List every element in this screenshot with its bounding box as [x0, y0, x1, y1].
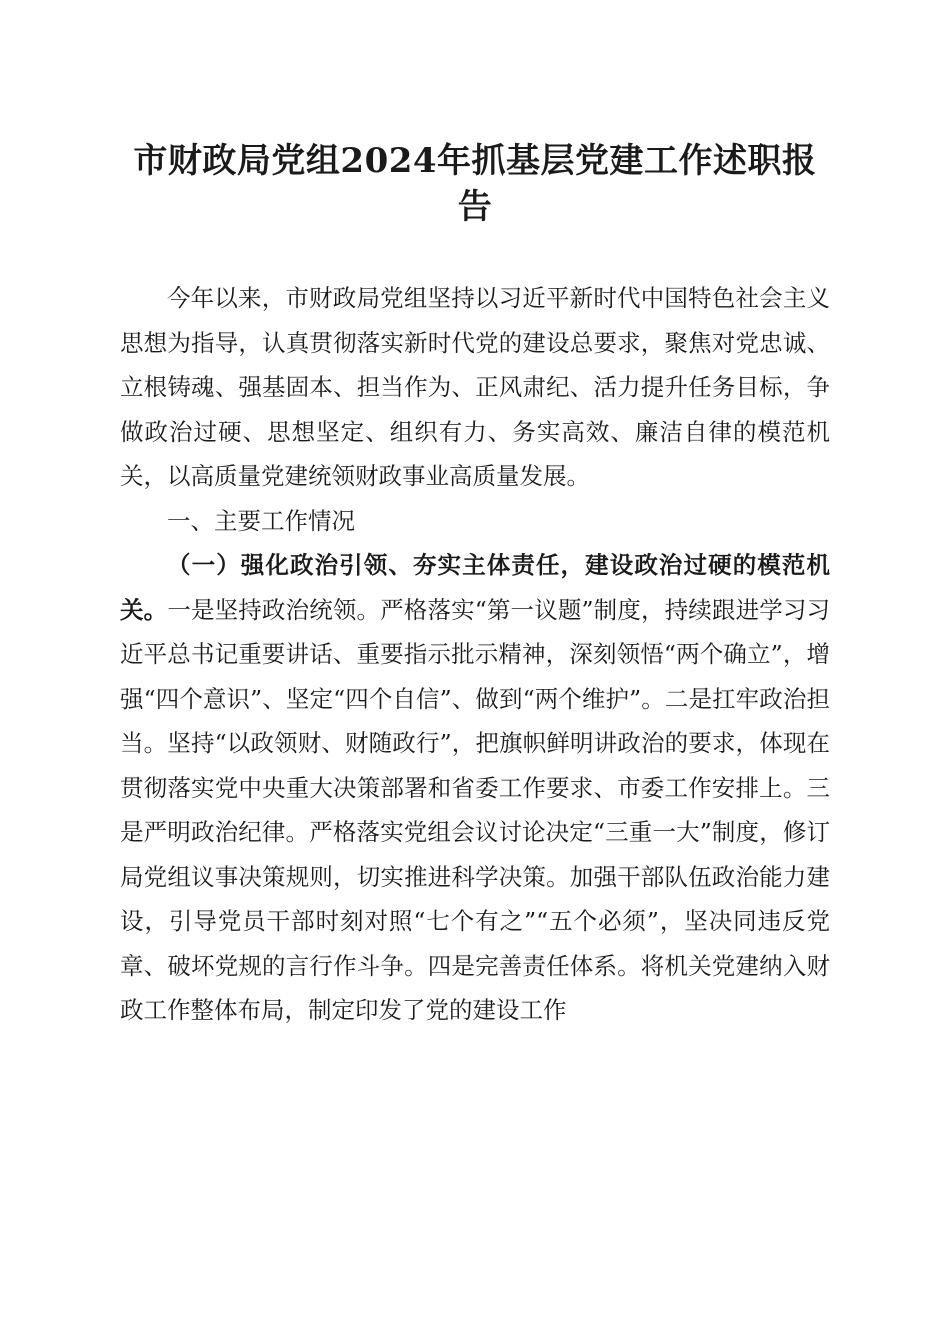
- document-body: [120, 276, 830, 1033]
- section-heading-main-work: 一、主要工作情况: [167, 506, 355, 535]
- intro-paragraph: 今年以来，市财政局党组坚持以习近平新时代中国特色社会主义思想为指导，认真贯彻落实新时代党的建设总要求，聚焦对党忠诚、立根铸魂、强基固本、担当作为、正风肃纪、活力提升任务目标，争做政治过硬、思想坚定、组织有力、务实高效、廉洁自律的模范机关，以高质量党建统领财政事业高质量发展。: [120, 284, 830, 490]
- document-title: 市财政局党组2024年抓基层党建工作述职报告: [133, 141, 817, 227]
- subsection-heading-1: （一）强化政治引领、夯实主体责任，建设政治过硬的模范机关。: [120, 551, 830, 624]
- subsection-body-1: 一是坚持政治统领。严格落实“第一议题”制度，持续跟进学习习近平总书记重要讲话、重要指示批示精神，深刻领悟“两个确立”，增强“四个意识”、坚定“四个自信”、做到“两个维护”。二是扛牢政治担当。坚持“以政领财、财随政行”，把旗帜鲜明讲政治的要求，体现在贯彻落实党中央重大决策部署和省委工作要求、市委工作安排上。三是严明政治纪律。严格落实党组会议讨论决定“三重一大”制度，修订局党组议事决策规则，切实推进科学决策。加强干部队伍政治能力建设，引导党员干部时刻对照“七个有之”“五个必须”，坚决同违反党章、破坏党规的言行作斗争。四是完善责任体系。将机关党建纳入财政工作整体布局，制定印发了党的建设工作: [120, 595, 831, 1024]
- subsection-paragraph-1: [120, 543, 830, 1033]
